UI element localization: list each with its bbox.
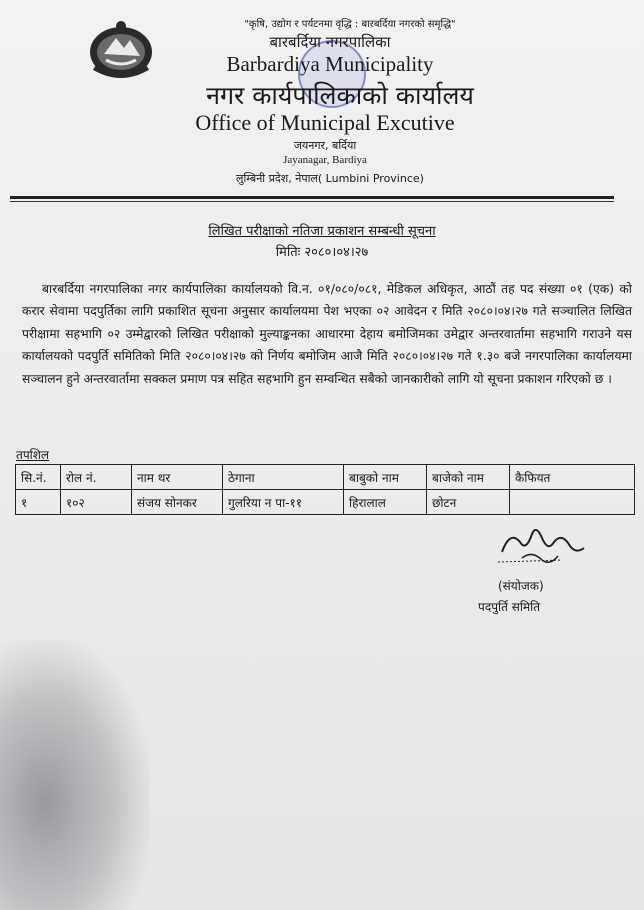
municipality-name-nepali: बारबर्दिया नगरपालिका: [269, 33, 391, 51]
address-english: Jayanagar, Bardiya: [283, 154, 367, 166]
cell-remarks: [510, 490, 635, 515]
notice-date: मितिः २०८०।०४।२७: [275, 245, 369, 260]
header-divider-thick: [10, 196, 614, 199]
table-header-row: [16, 465, 635, 490]
header-serial: सि.नं.: [16, 465, 61, 490]
header-grandfather-name: बाजेको नाम: [427, 465, 510, 490]
signatory-role: (संयोजक): [498, 579, 544, 593]
address-nepali: जयनगर, बर्दिया: [293, 139, 357, 152]
cell-name: संजय सोनकर: [132, 490, 223, 515]
header-roll: रोल नं.: [61, 465, 132, 490]
table-row: [16, 490, 635, 515]
office-name-nepali: नगर कार्यपालिकाको कार्यालय: [206, 81, 474, 110]
header-father-name: बाबुको नाम: [344, 465, 427, 490]
slogan: "कृषि, उद्योग र पर्यटनमा वृद्धि : बारबर्दिया नगरको समृद्धि": [244, 19, 456, 30]
cell-father-name: हिरालाल: [344, 490, 427, 515]
header-remarks: कैफियत: [510, 465, 635, 490]
result-table: [15, 464, 635, 515]
cell-serial: १: [16, 490, 61, 515]
signatory-committee: पदपुर्ति समिति: [478, 600, 541, 614]
cell-address: गुलरिया न पा-११: [223, 490, 344, 515]
handwritten-signature: [492, 512, 588, 570]
office-name-english: Office of Municipal Excutive: [195, 110, 455, 135]
header-name: नाम थर: [132, 465, 223, 490]
header-divider-thin: [10, 201, 614, 202]
province-line: लुम्बिनी प्रदेश, नेपाल( Lumbini Province): [236, 172, 424, 185]
nepal-emblem-icon: [86, 18, 156, 80]
notice-title: लिखित परीक्षाको नतिजा प्रकाशन सम्बन्धी सूचना: [208, 224, 436, 239]
cell-roll: १०२: [61, 490, 132, 515]
details-label: तपशिल: [16, 448, 50, 462]
header-address: ठेगाना: [223, 465, 344, 490]
cell-grandfather-name: छोटन: [427, 490, 510, 515]
photo-shadow: [0, 640, 150, 910]
municipality-name-english: Barbardiya Municipality: [226, 52, 434, 76]
notice-body: बारबर्दिया नगरपालिका नगर कार्यपालिका कार्यालयको वि.न. ०१/०८०/०८१, मेडिकल अधिकृत, आठौं तह पद संख्या ०१ (एक) को करार सेवामा पदपुर्तिका लागि प्रकाशित सूचना अनुसार कार्यालयमा पेश भएका ०२ आवेदन र मिति २०८०।०४।२७ गते सञ्चालित लिखित परीक्षामा सहभागि ०२ उम्मेद्वारको लिखित परीक्षाको मुल्याङ्कनका आधारमा देहाय बमोजिमका उमेद्वार अन्तरवार्तामा सहभागि गराउने यस कार्यालयको पदपुर्ति समितिको मिति २०८०।०४।२७ को निर्णय बमोजिम आजै मिति २०८०।०४।२७ गते १.३० बजे नगरपालिका कार्यालयमा सञ्चालन हुने अन्तरवार्तामा सक्कल प्रमाण पत्र सहित सहभागि हुन सम्वन्धित सबैको जानकारीको लागि यो सूचना प्रकाशन गरिएको छ ।: [22, 282, 632, 386]
